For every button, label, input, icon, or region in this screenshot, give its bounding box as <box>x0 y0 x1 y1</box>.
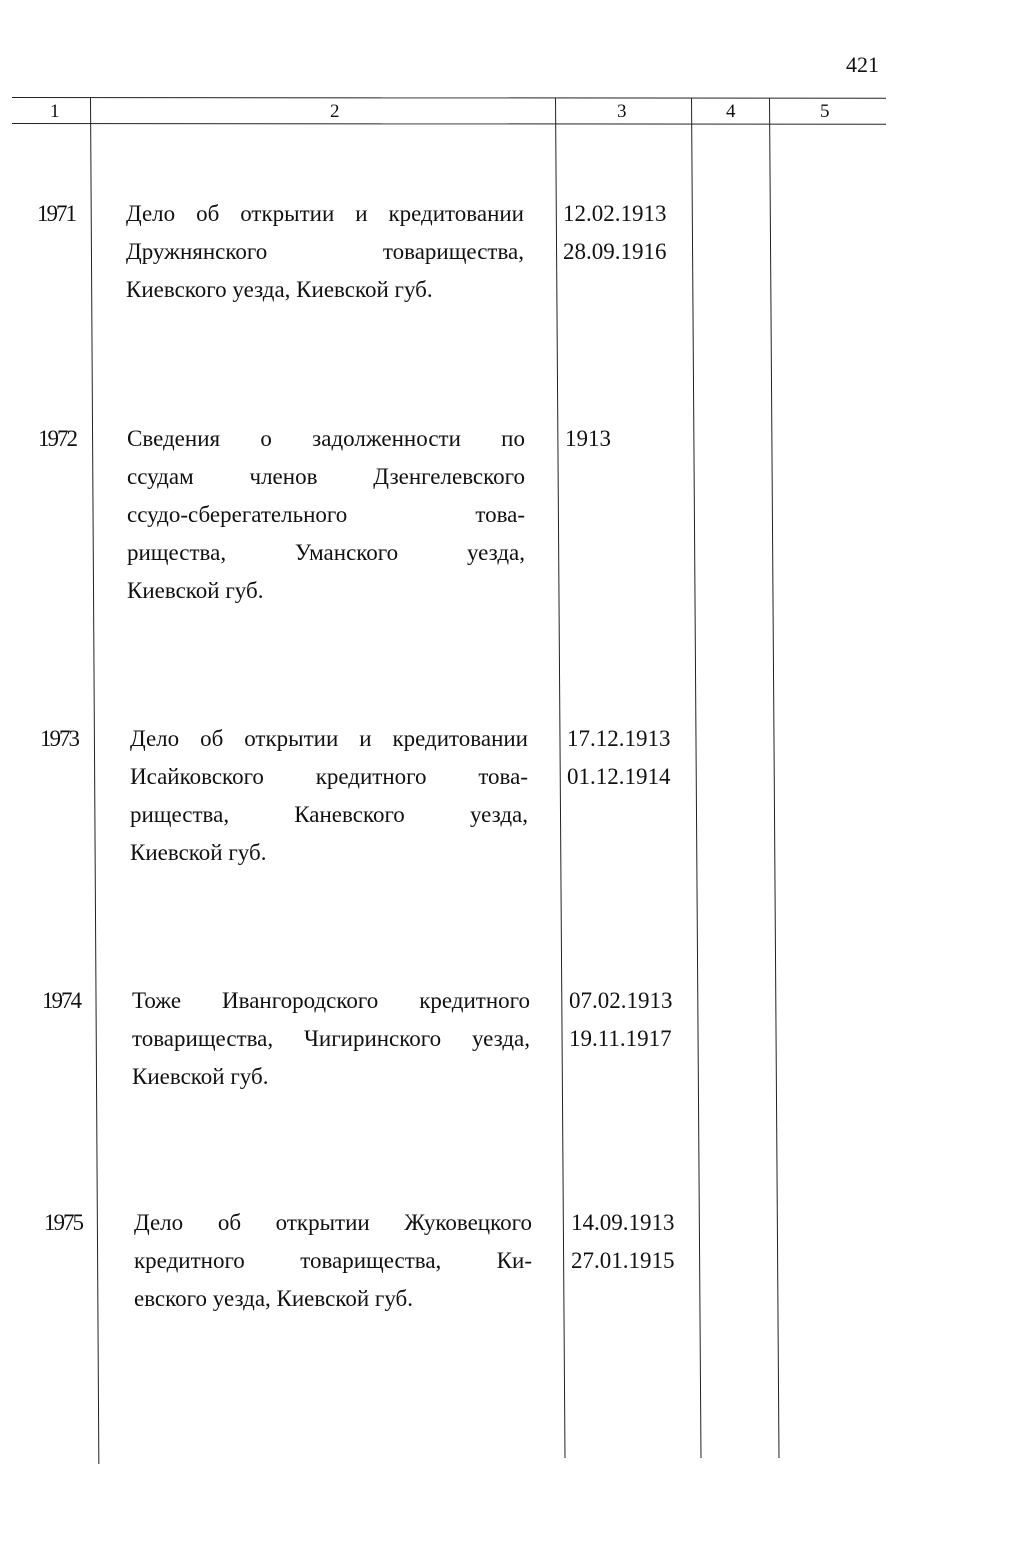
date-start: 12.02.1913 <box>563 201 667 226</box>
description-line: Дело об открытии Жуковецкого <box>134 1210 532 1235</box>
record-number: 1974 <box>42 988 80 1013</box>
description-line: Киевской губ. <box>127 578 264 603</box>
date-start: 17.12.1913 <box>567 726 671 751</box>
record-number: 1972 <box>38 426 76 451</box>
description-line: Киевской губ. <box>130 840 267 865</box>
record-number: 1973 <box>40 726 78 751</box>
record-description <box>134 1204 532 1318</box>
description-line: рищества, Каневского уезда, <box>130 802 528 827</box>
description-line: Исайковского кредитного това- <box>130 764 528 789</box>
description-line: Сведения о задолженности по <box>127 426 525 451</box>
column-divider-2 <box>555 98 565 1458</box>
column-divider-4 <box>769 98 779 1458</box>
record-dates <box>563 195 667 271</box>
date-start: 14.09.1913 <box>571 1210 675 1235</box>
record-description <box>132 982 530 1096</box>
description-line: рищества, Уманского уезда, <box>127 540 525 565</box>
column-divider-1 <box>90 98 99 1464</box>
column-header-4: 4 <box>726 101 736 122</box>
description-line: Дело об открытии и кредитовании <box>126 201 524 226</box>
date-end: 19.11.1917 <box>569 1026 672 1051</box>
description-line: ссудо-сберегательного това- <box>127 502 525 527</box>
column-header-3: 3 <box>617 101 627 122</box>
record-description <box>127 420 525 610</box>
record-dates <box>565 420 611 458</box>
date-end: 01.12.1914 <box>567 764 671 789</box>
record-description <box>126 195 524 309</box>
date-start: 1913 <box>565 426 611 451</box>
page-number: 421 <box>846 52 879 77</box>
record-number: 1971 <box>37 201 75 226</box>
description-line: товарищества, Чигиринского уезда, <box>132 1026 530 1051</box>
description-line: Киевского уезда, Киевской губ. <box>126 277 433 302</box>
date-end: 28.09.1916 <box>563 239 667 264</box>
table-header-rule <box>12 123 886 125</box>
description-line: ссудам членов Дзенгелевского <box>127 464 525 489</box>
column-header-5: 5 <box>820 101 830 122</box>
record-dates <box>569 982 673 1058</box>
description-line: Дружнянского товарищества, <box>126 239 524 264</box>
column-divider-3 <box>691 98 701 1458</box>
column-header-1: 1 <box>50 101 60 122</box>
description-line: Дело об открытии и кредитовании <box>130 726 528 751</box>
record-description <box>130 720 528 872</box>
table-top-rule <box>12 97 886 99</box>
description-line: кредитного товарищества, Ки- <box>134 1248 532 1273</box>
description-line: евского уезда, Киевской губ. <box>134 1286 413 1311</box>
date-start: 07.02.1913 <box>569 988 673 1013</box>
record-dates <box>567 720 671 796</box>
description-line: Киевской губ. <box>132 1064 269 1089</box>
column-header-2: 2 <box>330 101 340 122</box>
description-line: Тоже Ивангородского кредитного <box>132 988 530 1013</box>
record-number: 1975 <box>44 1210 82 1235</box>
date-end: 27.01.1915 <box>571 1248 675 1273</box>
record-dates <box>571 1204 675 1280</box>
